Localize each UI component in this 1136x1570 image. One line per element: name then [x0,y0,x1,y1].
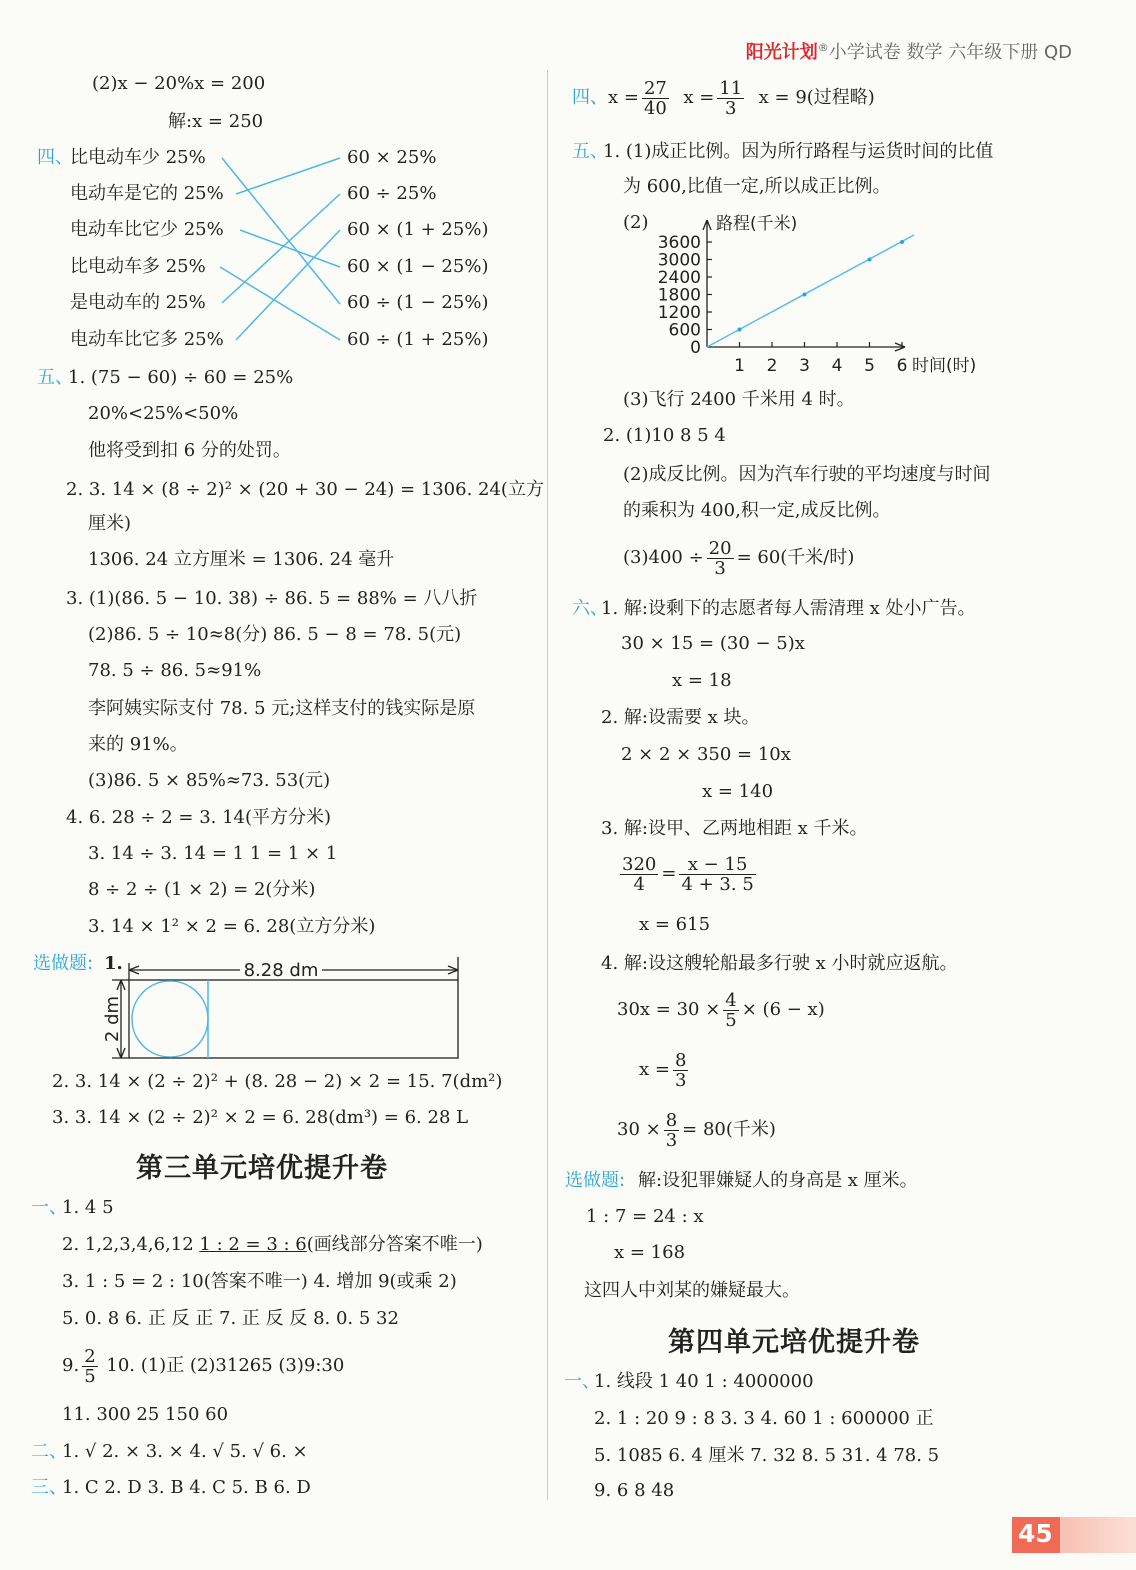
answer-line: 2. 解:设需要 x 块。 [601,707,760,728]
match-right-3: 60 × (1 + 25%) [347,219,489,240]
answer-line: 9. 6 8 48 [594,1480,675,1501]
answer-line: 30 × $\frac{8}{3}$ = 80(千米) [617,1109,776,1151]
answer-line: 4. 6. 28 ÷ 2 = 3. 14(平方分米) [66,807,332,828]
match-right-6: 60 ÷ (1 + 25%) [347,329,489,350]
y-tick-label: 600 [668,320,701,341]
x-tick-label: 2 [766,356,778,376]
y-tick-label: 1800 [657,285,701,306]
answer-line: 的乘积为 400,积一定,成反比例。 [623,500,891,521]
answer-line: 4. 解:设这艘轮船最多行驶 x 小时就应返航。 [601,953,958,974]
answer-line: 1. 4 5 [62,1197,114,1218]
page-number: 45 [1018,1519,1053,1548]
match-line-1 [222,158,340,304]
match-left-1: 比电动车少 25% [70,147,206,168]
answer-line: 30x = 30 × $\frac{4}{5}$ × (6 − x) [617,989,825,1031]
answer-line: $\frac{320}{4}$ = $\frac{x - 15}{4 + 3. 5}$ [622,853,754,895]
data-point [900,240,904,244]
section-label: 一、 [564,1371,600,1392]
fraction: $\frac{20}{3}$ [708,537,732,579]
section-label: 二、 [31,1441,67,1462]
optional-label: 选做题: [33,953,94,974]
y-tick-label: 1200 [657,303,701,323]
optional-number: 1. [104,953,123,974]
answer-line: x = 615 [639,914,711,935]
answer-line: 3. (1)(86. 5 − 10. 38) ÷ 86. 5 = 88% = 八八折 [66,588,478,609]
data-point [738,328,742,332]
fraction: $\frac{4}{5}$ [725,989,737,1031]
answer-line: 1306. 24 立方厘米 = 1306. 24 毫升 [88,549,395,570]
section-label: 五、 [37,367,73,388]
answer-line: (2)86. 5 ÷ 10≈8(分) 86. 5 − 8 = 78. 5(元) [88,624,462,645]
y-tick-label: 2400 [657,268,701,288]
answer-line: 11. 300 25 150 60 [62,1404,229,1425]
answer-line: 3. 解:设甲、乙两地相距 x 千米。 [601,818,868,839]
page-header [746,38,1072,64]
answer-line: 8 ÷ 2 ÷ (1 × 2) = 2(分米) [88,879,316,900]
y-tick-label: 0 [690,338,701,358]
match-left-4: 比电动车多 25% [70,256,206,277]
answer-line: 1 : 7 = 24 : x [586,1206,704,1227]
fraction: $\frac{8}{3}$ [674,1049,687,1091]
answer-line: 这四人中刘某的嫌疑最大。 [584,1280,800,1301]
answer-line: 9. $\frac{2}{5}$ 10. (1)正 (2)31265 (3)9:30 [62,1345,345,1387]
answer-line: 为 600,比值一定,所以成正比例。 [623,176,891,197]
answer-line: 1. (1)成正比例。因为所行路程与运货时间的比值 [603,141,994,162]
distance-time-chart [650,205,1030,385]
optional-label: 选做题: [565,1170,626,1191]
match-right-1: 60 × 25% [347,147,437,168]
section-label: 三、 [31,1477,67,1498]
answer-line: 3. 14 × 1² × 2 = 6. 28(立方分米) [88,916,376,937]
answer-line: 1. (75 − 60) ÷ 60 = 25% [68,367,294,388]
answer-line: 2 × 2 × 350 = 10x [621,744,791,765]
answer-line: 20%<25%<50% [88,403,239,424]
section-label: 四、 [37,147,73,168]
match-right-5: 60 ÷ (1 − 25%) [347,292,489,313]
answer-line: 来的 91%。 [88,734,188,755]
unit4-title: 第四单元培优提升卷 [668,1327,920,1358]
circle [132,981,208,1057]
answer-line: (3)86. 5 × 85%≈73. 53(元) [88,770,331,791]
answer-line: 2. 1 : 20 9 : 8 3. 3 4. 60 1 : 600000 正 [594,1408,934,1429]
match-line-2 [236,158,340,194]
registered-mark: ® [817,41,829,54]
section-label: 四、 [572,87,608,108]
rectangle [129,980,458,1058]
x-tick-label: 6 [896,356,908,376]
y-axis-label: 路程(千米) [716,214,798,234]
x-tick-label: 5 [864,356,875,376]
fraction: $\frac{2}{5}$ [84,1345,96,1387]
width-dimension: 8.28 dm [243,960,319,981]
answer-line: x = $\frac{8}{3}$ [639,1049,687,1091]
answer-line: x = 140 [702,781,774,802]
answer-line: (2)成反比例。因为汽车行驶的平均速度与时间 [623,464,991,485]
section-label: 一、 [31,1197,67,1218]
match-left-5: 是电动车的 25% [70,292,206,313]
fraction: $\frac{320}{4}$ [622,853,657,895]
answer-line: 1. C 2. D 3. B 4. C 5. B 6. D [62,1477,311,1498]
answer-line: 四、x = $\frac{27}{40}$ x = $\frac{11}{3}$ x = 9(过程略) [572,77,875,119]
match-line-3 [240,230,340,267]
match-left-2: 电动车是它的 25% [70,183,224,204]
answer-line: 5. 0. 8 6. 正 反 正 7. 正 反 反 8. 0. 5 32 [62,1308,399,1329]
answer-line: x = 18 [672,670,732,691]
data-point [868,258,872,262]
header-subtitle: 小学试卷 数学 六年级下册 QD [828,42,1072,63]
fraction: $\frac{8}{3}$ [665,1109,678,1151]
match-right-2: 60 ÷ 25% [347,183,437,204]
answer-line: 3. 14 ÷ 3. 14 = 1 1 = 1 × 1 [88,843,338,864]
answer-line: (3)400 ÷ $\frac{20}{3}$ = 60(千米/时) [623,537,855,579]
answer-line: 2. 3. 14 × (2 ÷ 2)² + (8. 28 − 2) × 2 = 15. 7(dm²) [52,1071,503,1092]
page-number-tab [1012,1517,1136,1553]
answer-line: 解:设犯罪嫌疑人的身高是 x 厘米。 [638,1170,918,1191]
answer-line: 1. 线段 1 40 1 : 4000000 [594,1371,814,1392]
x-tick-label: 1 [734,356,745,376]
answer-line: 3. 3. 14 × (2 ÷ 2)² × 2 = 6. 28(dm³) = 6. 28 L [52,1107,469,1128]
answer-line: 厘米) [88,513,132,534]
match-line-4 [220,267,340,340]
eq-answer: 解:x = 250 [168,111,264,132]
x-axis-label: 时间(时) [912,356,977,376]
data-point [803,293,807,297]
section-label: 五、 [572,141,608,162]
answer-line: 1. 解:设剩下的志愿者每人需清理 x 处小广告。 [601,598,976,619]
eq-line: (2)x − 20%x = 200 [92,73,266,94]
fraction: $\frac{11}{3}$ [719,77,743,119]
match-left-3: 电动车比它少 25% [70,219,224,240]
answer-line: 1. √ 2. × 3. × 4. √ 5. √ 6. × [62,1441,308,1462]
answer-line: 30 × 15 = (30 − 5)x [621,633,805,654]
answer-line: 3. 1 : 5 = 2 : 10(答案不唯一) 4. 增加 9(或乘 2) [62,1271,457,1292]
answer-line: 2. 1,2,3,4,6,12 1 : 2 = 3 : 6(画线部分答案不唯一) [62,1234,483,1255]
height-dimension: 2 dm [102,995,123,1043]
answer-line: 2. (1)10 8 5 4 [603,425,726,446]
fraction: $\frac{27}{40}$ [643,77,667,119]
answer-line: 78. 5 ÷ 86. 5≈91% [88,660,262,681]
x-tick-label: 3 [799,356,810,376]
brand-name: 阳光计划 [745,42,818,63]
rectangle-diagram [100,955,470,1067]
underlined-answer: 1 : 2 = 3 : 6 [199,1234,307,1255]
y-tick-label: 3000 [657,250,701,271]
answer-line: (3)飞行 2400 千米用 4 时。 [623,389,855,410]
y-tick-label: 3600 [657,233,701,253]
match-left-6: 电动车比它多 25% [70,329,224,350]
answer-line: 李阿姨实际支付 78. 5 元;这样支付的钱实际是原 [88,698,476,719]
answer-line: (2) [623,212,649,233]
x-tick-label: 4 [831,356,843,376]
answer-line: 他将受到扣 6 分的处罚。 [88,440,291,461]
match-right-4: 60 × (1 − 25%) [347,256,489,277]
matching-lines [0,0,560,360]
answer-line: 5. 1085 6. 4 厘米 7. 32 8. 5 31. 4 78. 5 [594,1445,940,1466]
section-label: 六、 [572,598,608,619]
unit3-title: 第三单元培优提升卷 [136,1153,388,1184]
fraction: $\frac{x - 15}{4 + 3. 5}$ [681,853,754,895]
answer-line: 2. 3. 14 × (8 ÷ 2)² × (20 + 30 − 24) = 1306. 24(立方 [66,479,544,500]
answer-line: x = 168 [614,1242,686,1263]
